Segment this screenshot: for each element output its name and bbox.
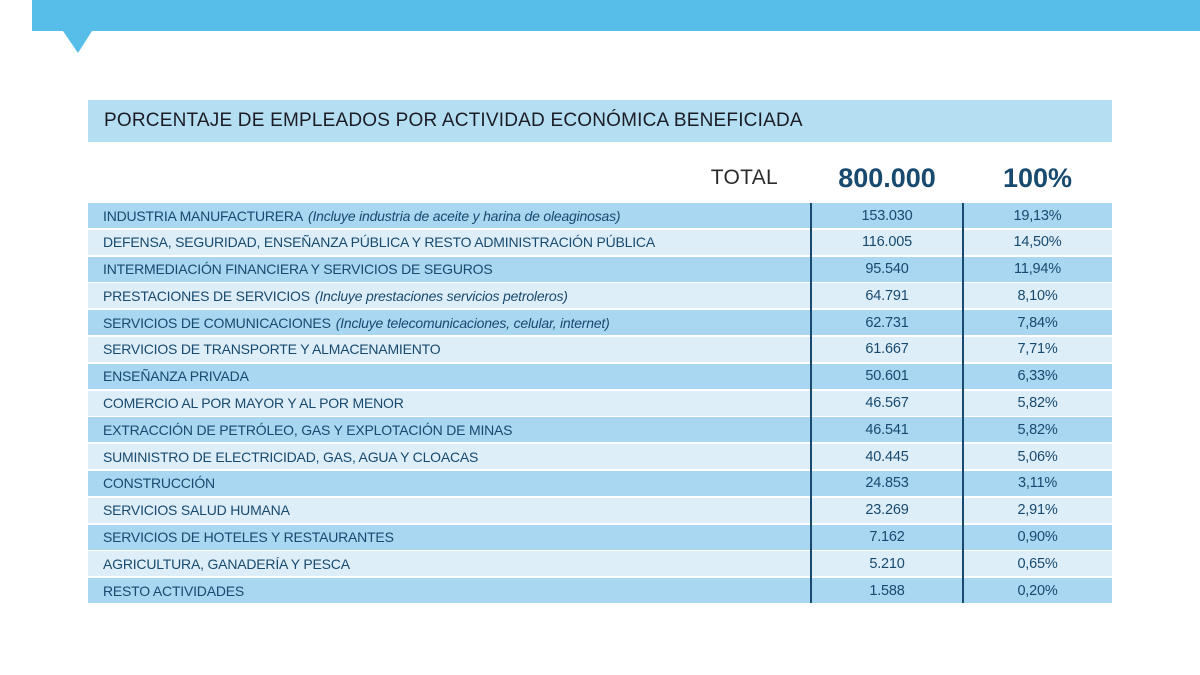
total-percent: 100% (1002, 162, 1073, 193)
activity-label (88, 368, 811, 384)
activity-label (88, 288, 811, 304)
activity-name: SERVICIOS DE COMUNICACIONES (103, 314, 331, 331)
activity-percent: 0,20% (1017, 582, 1058, 599)
activity-label (88, 261, 811, 277)
activity-percent: 5,82% (1017, 421, 1058, 438)
banner-tail-pointer-icon (63, 31, 92, 53)
activity-value: 5.210 (869, 555, 905, 572)
activity-value: 24.853 (865, 475, 909, 492)
activity-value: 95.540 (865, 261, 909, 278)
activity-note: (Incluye industria de aceite y harina de oleaginosas) (307, 207, 621, 224)
table-row (88, 498, 1112, 523)
activity-note: (Incluye prestaciones servicios petroleros) (314, 287, 568, 304)
activity-name: INDUSTRIA MANUFACTURERA (103, 207, 303, 224)
activity-value: 116.005 (862, 234, 912, 251)
activity-name: PRESTACIONES DE SERVICIOS (103, 287, 310, 304)
table-row (88, 283, 1112, 308)
activity-value: 7.162 (869, 529, 905, 546)
activity-label (88, 556, 811, 572)
activity-percent: 8,10% (1017, 287, 1058, 304)
table-row (88, 471, 1112, 496)
activity-percent: 5,82% (1017, 395, 1058, 412)
total-value: 800.000 (838, 162, 936, 193)
activity-label (88, 395, 811, 411)
activity-label (88, 341, 811, 357)
table-row (88, 337, 1112, 362)
total-label: TOTAL (710, 166, 778, 189)
activity-name: CONSTRUCCIÓN (103, 475, 215, 492)
activity-value: 50.601 (865, 368, 909, 385)
total-row (88, 158, 1112, 198)
activity-name: SERVICIOS DE TRANSPORTE Y ALMACENAMIENTO (103, 341, 441, 358)
table-row (88, 257, 1112, 282)
activity-percent: 0,65% (1017, 555, 1058, 572)
table-row (88, 578, 1112, 603)
activity-name: EXTRACCIÓN DE PETRÓLEO, GAS Y EXPLOTACIÓN DE MINAS (103, 421, 513, 438)
activity-label (88, 475, 811, 491)
table-row (88, 230, 1112, 255)
table-row (88, 444, 1112, 469)
activity-value: 153.030 (861, 207, 913, 224)
activity-percent: 0,90% (1017, 529, 1058, 546)
activity-label (88, 208, 811, 224)
activity-value: 40.445 (865, 448, 909, 465)
activity-percent: 7,71% (1017, 341, 1058, 358)
activity-percent: 7,84% (1017, 314, 1058, 331)
activity-percent: 3,11% (1017, 475, 1058, 492)
activity-name: SERVICIOS SALUD HUMANA (103, 502, 290, 519)
column-divider-values (810, 203, 812, 603)
activity-label (88, 315, 811, 331)
table-row (88, 525, 1112, 550)
table-row (88, 203, 1112, 228)
activity-percent: 5,06% (1017, 448, 1058, 465)
activity-percent: 14,50% (1013, 234, 1062, 251)
table-row (88, 417, 1112, 442)
activity-percent: 19,13% (1013, 207, 1062, 224)
activity-value: 64.791 (865, 287, 909, 304)
activity-name: SERVICIOS DE HOTELES Y RESTAURANTES (103, 529, 394, 546)
data-table (88, 203, 1112, 605)
activity-name: AGRICULTURA, GANADERÍA Y PESCA (103, 555, 350, 572)
table-row (88, 310, 1112, 335)
activity-label (88, 529, 811, 545)
title-bar (88, 100, 1112, 142)
table-row (88, 551, 1112, 576)
activity-note: (Incluye telecomunicaciones, celular, internet) (335, 314, 610, 331)
table-row (88, 391, 1112, 416)
activity-label (88, 422, 811, 438)
activity-label (88, 449, 811, 465)
top-banner-bar (32, 0, 1200, 31)
column-divider-percent (962, 203, 964, 603)
activity-name: INTERMEDIACIÓN FINANCIERA Y SERVICIOS DE SEGUROS (103, 261, 493, 278)
activity-value: 46.567 (865, 395, 909, 412)
activity-percent: 11,94% (1014, 261, 1061, 278)
activity-label (88, 502, 811, 518)
activity-name: RESTO ACTIVIDADES (103, 582, 245, 599)
activity-value: 62.731 (865, 314, 909, 331)
activity-label (88, 234, 811, 250)
activity-name: SUMINISTRO DE ELECTRICIDAD, GAS, AGUA Y CLOACAS (103, 448, 479, 465)
activity-name: COMERCIO AL POR MAYOR Y AL POR MENOR (103, 395, 404, 412)
activity-value: 1.588 (869, 582, 905, 599)
activity-percent: 2,91% (1017, 502, 1058, 519)
activity-name: DEFENSA, SEGURIDAD, ENSEÑANZA PÚBLICA Y RESTO ADMINISTRACIÓN PÚBLICA (103, 234, 655, 251)
activity-percent: 6,33% (1017, 368, 1058, 385)
page-title: PORCENTAJE DE EMPLEADOS POR ACTIVIDAD ECONÓMICA BENEFICIADA (104, 110, 803, 131)
activity-label (88, 583, 811, 599)
activity-name: ENSEÑANZA PRIVADA (103, 368, 249, 385)
activity-value: 46.541 (865, 421, 909, 438)
activity-value: 61.667 (865, 341, 909, 358)
table-row (88, 364, 1112, 389)
activity-value: 23.269 (865, 502, 909, 519)
